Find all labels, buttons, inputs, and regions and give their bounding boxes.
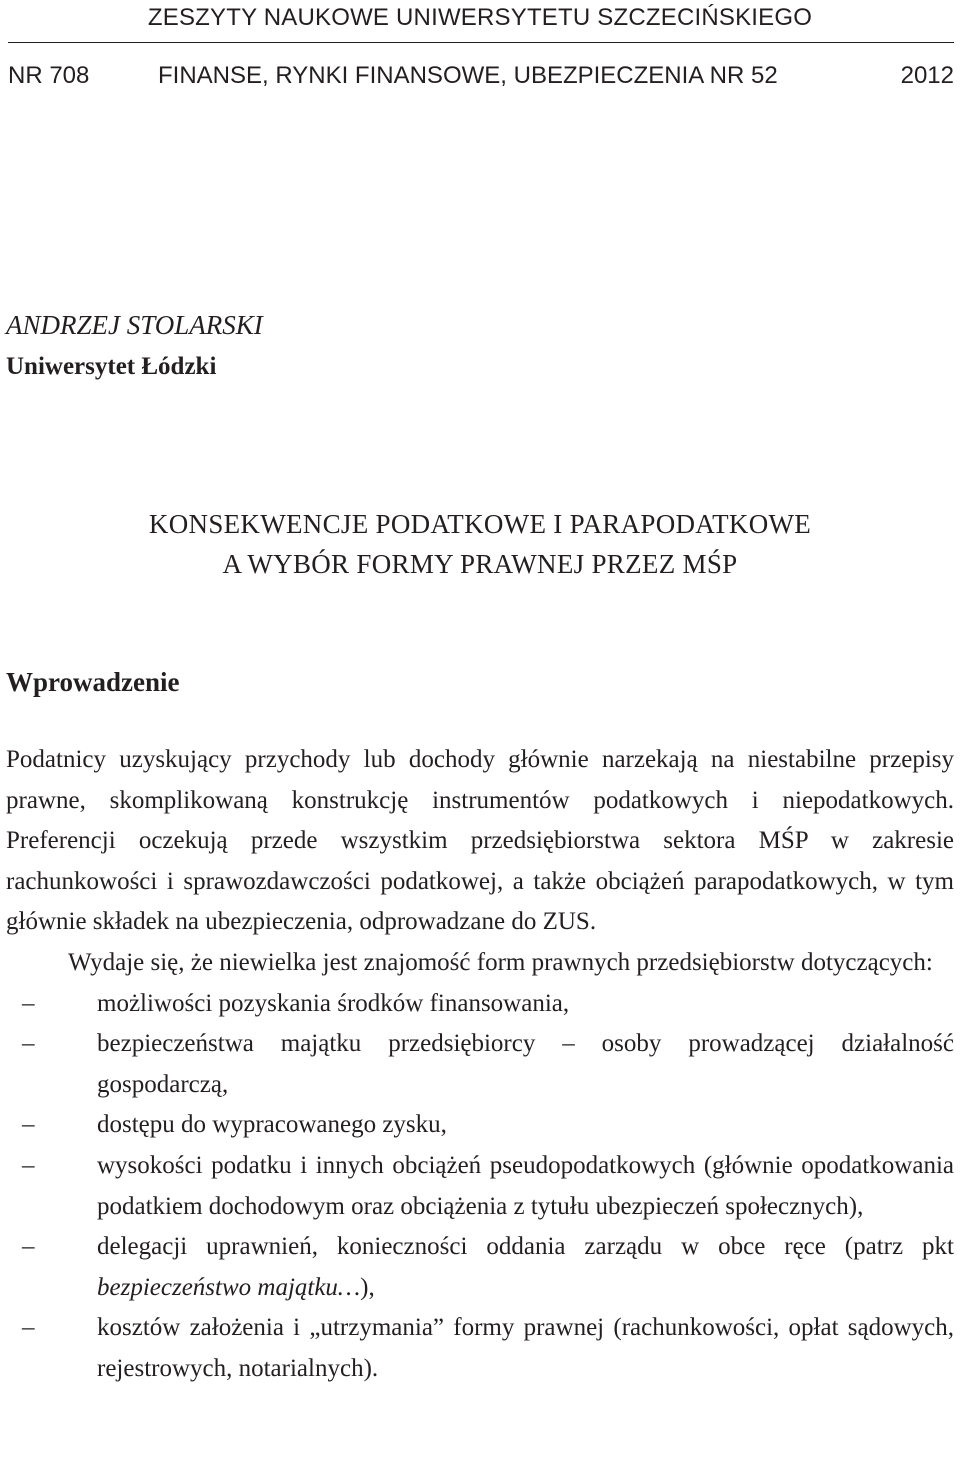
list-item <box>6 984 954 1025</box>
issue-number: NR 708 <box>8 62 90 89</box>
list-item-text: kosztów założenia i „utrzymania” formy prawnej (rachunkowości, opłat sądowych, rejestrowych, notarialnych). <box>97 1314 954 1382</box>
dash-bullet: – <box>22 1314 35 1342</box>
list-item <box>6 1146 954 1227</box>
series-title: FINANSE, RYNKI FINANSOWE, UBEZPIECZENIA NR 52 <box>158 62 778 89</box>
article-body <box>6 740 954 1390</box>
dash-list <box>6 984 954 1390</box>
dash-bullet: – <box>22 1233 35 1261</box>
list-item-italic: bezpieczeństwo majątku… <box>97 1273 361 1301</box>
list-item-text: wysokości podatku i innych obciążeń pseudopodatkowych (głównie opodatkowania podatkiem dochodowym oraz obciążenia z tytułu ubezpieczeń społecznych), <box>97 1151 954 1220</box>
article-title-line-1: KONSEKWENCJE PODATKOWE I PARAPODATKOWE <box>148 509 812 539</box>
dash-bullet: – <box>22 989 35 1017</box>
section-heading: Wprowadzenie <box>6 667 180 697</box>
author-affiliation: Uniwersytet Łódzki <box>6 353 217 380</box>
list-item-text: dostępu do wypracowanego zysku, <box>97 1111 447 1139</box>
list-item-text: bezpieczeństwa majątku przedsiębiorcy – osoby prowadzącej działalność gospodarczą, <box>97 1030 954 1098</box>
journal-title: ZESZYTY NAUKOWE UNIWERSYTETU SZCZECIŃSKIEGO <box>147 4 813 31</box>
list-item-text: delegacji uprawnień, konieczności oddania zarządu w obce ręce (patrz pkt <box>97 1233 954 1261</box>
list-item-text: możliwości pozyskania środków finansowania, <box>97 989 570 1017</box>
dash-bullet: – <box>22 1030 35 1058</box>
article-title-line-2: A WYBÓR FORMY PRAWNEJ PRZEZ MŚP <box>222 549 738 579</box>
paragraph-2: Wydaje się, że niewielka jest znajomość form prawnych przedsiębiorstw dotyczących: <box>68 948 933 976</box>
list-item <box>6 1227 954 1308</box>
dash-bullet: – <box>22 1151 35 1179</box>
paragraph-1: Podatnicy uzyskujący przychody lub dochody głównie narzekają na niestabilne przepisy prawne, skomplikowaną konstrukcję instrumentów podatkowych i niepodatkowych. Preferencji oczekują przede wszystkim przedsiębiorstwa sektora MŚP w zakresie rachunkowości i sprawozdawczości podatkowej, a także obciążeń parapodatkowych, w tym głównie składek na ubezpieczenia, odprowadzane do ZUS. <box>6 746 954 936</box>
header-rule <box>8 42 954 43</box>
list-item-text-end: ), <box>360 1273 375 1301</box>
list-item <box>6 1024 954 1105</box>
list-item <box>6 1308 954 1389</box>
author-name: ANDRZEJ STOLARSKI <box>6 310 263 340</box>
publication-year: 2012 <box>900 62 954 89</box>
list-item <box>6 1105 954 1146</box>
dash-bullet: – <box>22 1111 35 1139</box>
